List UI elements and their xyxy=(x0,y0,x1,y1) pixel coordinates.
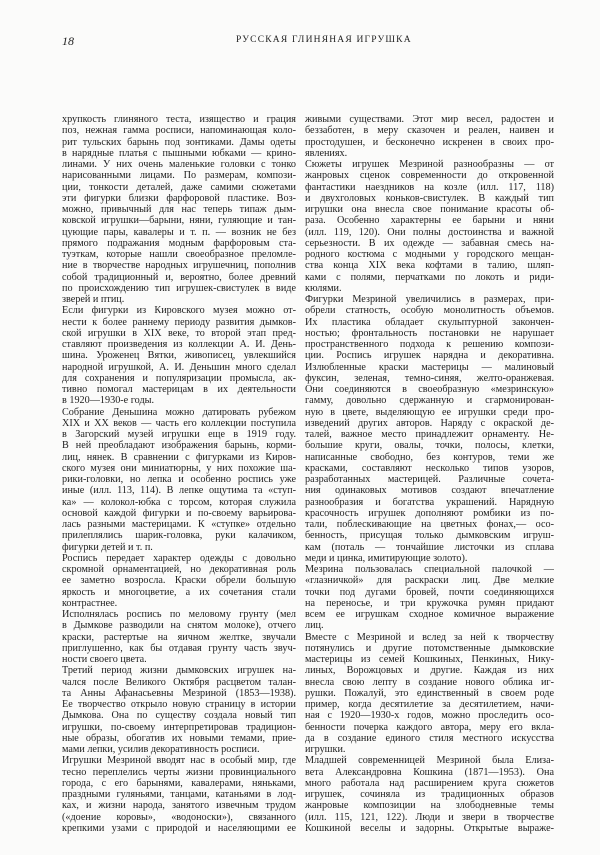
text-line: мастерицы из семей Кошкиных, Пенкиных, Нику- xyxy=(305,654,554,665)
text-line: всем ее игрушкам сходное комичное выражение xyxy=(305,609,554,620)
text-line: зверей и птиц. xyxy=(62,294,125,305)
text-line: хрупкость глиняного теста, изящество и грация xyxy=(62,114,296,125)
text-line: игрушки она внесла свое понимание красоты об- xyxy=(305,204,554,215)
text-line: та Анны Афанасьевны Мезриной (1853—1938). xyxy=(62,687,296,699)
text-line: ства конца XIX века кофтами в талию, шляп- xyxy=(305,260,554,272)
text-line: тесно переплелись черты жизни провинциального xyxy=(62,766,296,778)
text-line: простодушен, и бесконечно искренен в своих про- xyxy=(305,136,554,148)
text-line: тивно помогал мастерицам в их деятельности xyxy=(62,384,296,395)
text-line: Собрание Деньшина можно датировать рубежом xyxy=(62,406,296,418)
text-line: Дымкова. Она по существу создала новый тип xyxy=(62,710,296,722)
text-line: Роспись передает характер одежды с довольно xyxy=(62,552,296,564)
text-line: лась разными мастерицами. К «ступке» отдельно xyxy=(62,519,296,530)
text-line: и двухголовых коньков-свистулек. В каждый тип xyxy=(305,192,554,204)
text-line: поз, нежная гамма росписи, напоминающая коло- xyxy=(62,125,296,137)
text-line: Вместе с Мезриной и вслед за ней к творчеству xyxy=(305,631,554,643)
text-line: ции, тонкости деталей, даже самими сюжетами xyxy=(62,181,296,193)
paragraph xyxy=(62,114,296,305)
text-line: ности своего цвета. xyxy=(62,654,147,665)
text-line: меди и цинка, имитирующие золото). xyxy=(305,552,468,564)
text-line: XIX и XX веков — часть его коллекции поступила xyxy=(62,417,296,429)
text-line: живыми существами. Этот мир весел, радостен и xyxy=(305,114,554,125)
text-line: (илл. 115, 121, 122). Люди и звери в творчестве xyxy=(305,811,554,823)
text-line: чался после Великого Октября расцветом талан- xyxy=(62,676,296,688)
text-line: точки под дугами бровей, почти соединяющихся xyxy=(305,586,554,598)
text-line: линами. У них очень маленькие головки с тонко xyxy=(62,159,296,170)
text-line: пространственного подхода к решению компози- xyxy=(305,339,554,350)
text-line: Их пластика обладает скульптурной закончен- xyxy=(305,316,554,328)
text-column-right xyxy=(305,114,554,834)
text-line: жанровых сценок современности до откровенной xyxy=(305,170,554,182)
text-line: Если фигурки из Кировского музея можно от- xyxy=(62,305,296,317)
text-line: ее заметно возросла. Краски обрели большую xyxy=(62,575,296,587)
text-line: много работала над расширением круга сюжетов xyxy=(305,777,554,789)
text-line: ского музея они миниатюрны, у них похожие ша- xyxy=(62,462,296,474)
text-line: тали, поблескивающие на цветных фонах,— осо- xyxy=(305,519,554,530)
text-line: ках, и жизни народа, занятого извечным трудом xyxy=(62,800,296,812)
text-line: родного костюма с модными у городского мещан- xyxy=(305,249,554,260)
text-line: для сохранения и популяризации промысла, ак- xyxy=(62,372,296,384)
text-line: явлениях. xyxy=(305,147,348,159)
text-line: прямого подражания модным фарфоровым ста- xyxy=(62,237,296,249)
text-line: контрастнее. xyxy=(62,597,118,609)
text-line: в 1920—1930-е годы. xyxy=(62,395,155,407)
text-line: краски, растертые на яичном желтке, звучали xyxy=(62,631,296,643)
text-line: («доение коровы», «водоноски»), связанного xyxy=(62,811,296,823)
text-line: ции. Роспись игрушек нарядна и декоративна. xyxy=(305,350,554,362)
text-line: большие круги, овалы, точки, полосы, клетки, xyxy=(305,440,554,452)
text-line: народной игрушкой, А. И. Деньшин много сделал xyxy=(62,361,296,373)
text-line: игрушки, по-своему интерпретировав традицион- xyxy=(62,721,296,733)
text-line: изведений других авторов. Наряду с окраской де- xyxy=(305,417,554,429)
text-line: написанные свободно, без контуров, теми же xyxy=(305,451,554,463)
text-line: нести к более раннему периоду развития дымков- xyxy=(62,316,296,328)
text-line: обрели статность, особую монолитность объемов. xyxy=(305,305,554,317)
text-line: рушки. Пожалуй, это единственный в своем роде xyxy=(305,687,554,699)
text-line: яркость и многоцветие, а их сочетания стали xyxy=(62,586,296,598)
text-line: ка» — колокол-юбка с торсом, которая служила xyxy=(62,496,296,508)
text-line: талей, важное место принадлежит орнаменту. Не- xyxy=(305,429,554,440)
text-line: жанровые композиции на злободневные темы xyxy=(305,800,554,812)
text-line: Исполнялась роспись по меловому грунту (мел xyxy=(62,609,296,620)
text-line: беззаботен, в меру сказочен и реален, наивен и xyxy=(305,125,554,137)
page-number: 18 xyxy=(62,34,74,48)
paragraph xyxy=(62,755,296,834)
text-line: Ее творчество открыло новую страницу в истории xyxy=(62,699,296,710)
text-line: В ней преобладают изображения барынь, корми- xyxy=(62,440,296,452)
text-line: раза. Особенно характерны ее барыни и няни xyxy=(305,215,554,227)
text-line: игрушек, сочиняла из традиционных образов xyxy=(305,789,554,800)
paragraph xyxy=(305,294,554,564)
text-line: рики-головки, но лепка и особенно роспись уже xyxy=(62,474,296,485)
text-line: ской игрушки в XIX веке, то второй этап пред- xyxy=(62,327,296,339)
text-line: праздными гуляньями, танцами, катаньями в лод- xyxy=(62,789,296,800)
text-line: фигурки детей и т. п. xyxy=(62,541,153,553)
text-line: Сюжеты игрушек Мезриной разнообразны — от xyxy=(305,159,554,170)
text-line: игрушки. xyxy=(305,744,346,755)
text-line: ную в цвете, выделяющую ее игрушки среди про- xyxy=(305,406,554,418)
text-line: пример, когда десятилетие за десятилетием, начи- xyxy=(305,699,554,710)
text-line: кам (поталь — тончайшие листочки из сплава xyxy=(305,541,554,553)
text-line: в нарядные платья с пышными юбками — крино- xyxy=(62,147,296,159)
text-line: Кошкиной веселы и задорны. Открытые выраже- xyxy=(305,822,554,834)
running-title: РУССКАЯ ГЛИНЯНАЯ ИГРУШКА xyxy=(236,35,412,45)
text-line: рит тульских барынь под зонтиками. Дамы одеты xyxy=(62,136,296,148)
text-line: красочность игрушек дополняют ромбики из по- xyxy=(305,507,554,519)
text-line: в Загорский музей игрушки еще в 1919 году. xyxy=(62,429,296,440)
text-line: ностью; фронтальность постановки не нарушает xyxy=(305,327,554,339)
text-line: «глазничкой» для раскраски лиц. Две мелкие xyxy=(305,575,554,587)
text-line: на переносье, и три кружочка румян придают xyxy=(305,597,554,609)
text-line: в Дымкове разводили на снятом молоке), отчего xyxy=(62,620,296,632)
text-line: Третий период жизни дымковских игрушек на- xyxy=(62,665,296,677)
text-line: Излюбленные краски мастерицы — малиновый xyxy=(305,361,554,373)
text-line: гамму, довольно сдержанную и сгармонирован- xyxy=(305,395,554,407)
text-line: можно, привычный для нас теперь типаж дым- xyxy=(62,204,296,215)
text-line: крепкими узами с природой и населяющими ее xyxy=(62,822,296,834)
text-line: лиц. xyxy=(305,620,324,632)
text-line: ния одинаковых мотивов создают впечатление xyxy=(305,485,554,497)
text-line: шина. Уроженец Вятки, живописец, увлекшийся xyxy=(62,350,296,362)
text-line: внесла свою лепту в создание нового облика иг- xyxy=(305,676,554,688)
text-line: Игрушки Мезриной вводят нас в особый мир, где xyxy=(62,755,296,767)
text-line: прилеплялись шарик-головка, руки калачиком, xyxy=(62,530,296,542)
text-line: красками, составляют несколько типов узоров, xyxy=(305,462,554,474)
text-line: Фигурки Мезриной увеличились в размерах, при- xyxy=(305,294,554,305)
text-line: разработанных мастерицей. Различные сочета- xyxy=(305,474,554,485)
text-line: серьезности. В их одежде — забавная смесь на- xyxy=(305,237,554,249)
text-line: цующие пары, кавалеры и т. п. — возник не без xyxy=(62,226,296,238)
text-line: ками с полями, перчатками по локоть и риди- xyxy=(305,271,554,283)
text-line: собой традиционный и, вероятно, более древний xyxy=(62,271,296,283)
text-line: приглушенно, как бы отдавая грунту часть звуч- xyxy=(62,642,296,654)
text-line: фантастики наездников на козле (илл. 117, 118) xyxy=(305,181,554,193)
paragraph xyxy=(62,665,296,755)
text-line: нарисованными лицами. По размерам, компози- xyxy=(62,170,296,182)
text-column-left xyxy=(62,114,296,834)
text-line: ные образы, обогатив их новыми темами, прие- xyxy=(62,732,296,744)
paragraph xyxy=(62,305,296,406)
paragraph xyxy=(62,407,296,553)
paragraph xyxy=(305,159,554,294)
text-line: вета Александровна Кошкина (1871—1953). Она xyxy=(305,766,554,778)
paragraph xyxy=(62,553,296,609)
text-line: скромной орнаментацией, но декоративная роль xyxy=(62,564,296,575)
text-line: кюлями. xyxy=(305,282,342,294)
text-line: бенность, присущая только дымковским игруш- xyxy=(305,530,554,542)
paragraph xyxy=(305,632,554,756)
text-line: ние в творчестве народных игрушечниц, пополнив xyxy=(62,260,296,272)
text-line: туэткам, которые нашли своеобразное преломле- xyxy=(62,249,296,260)
text-line: (илл. 119, 120). Они полны достоинства и важной xyxy=(305,226,554,238)
text-line: да в создание единого стиля местного искусства xyxy=(305,732,554,744)
text-line: основой каждой фигурки и по-своему варьирова- xyxy=(62,507,296,519)
paragraph xyxy=(62,609,296,665)
text-line: Младшей современницей Мезриной была Елиза- xyxy=(305,755,554,767)
text-line: фуксин, зеленая, темно-синяя, желто-оранжевая. xyxy=(305,372,554,384)
paragraph xyxy=(305,114,554,159)
paragraph xyxy=(305,755,554,834)
text-line: иные (илл. 113, 114). В лепке ощутима та «ступ- xyxy=(62,485,296,497)
text-line: Мезрина пользовалась специальной палочкой — xyxy=(305,564,554,575)
paragraph xyxy=(305,564,554,632)
text-line: ковской игрушки—барыни, няни, гуляющие и тан- xyxy=(62,215,296,227)
text-line: разнообразия и богатства украшений. Нарядную xyxy=(305,496,554,508)
text-line: по происхождению тип игрушек-свистулек в виде xyxy=(62,282,296,294)
text-line: ставляют произведения из коллекции А. И. День- xyxy=(62,339,296,350)
text-line: лиц, нянек. В сравнении с фигурками из Киров- xyxy=(62,451,296,463)
text-line: бенности почерка каждого автора, меру его вкла- xyxy=(305,721,554,733)
page-header xyxy=(62,34,553,50)
text-line: потянулись и другие потомственные дымковские xyxy=(305,642,554,654)
text-line: линых, Ворожцовых и другие. Каждая из них xyxy=(305,665,554,677)
text-line: Они соединяются в своеобразную «мезринскую» xyxy=(305,384,554,395)
text-line: ная с 1920—1930-х годов, можно проследить осо- xyxy=(305,710,554,722)
text-line: мами лепки, усилив декоративность росписи. xyxy=(62,744,260,755)
text-line: эти фигурки близки фарфоровой пластике. Воз- xyxy=(62,192,296,204)
text-line: города, с его барынями, кавалерами, няньками, xyxy=(62,777,296,789)
